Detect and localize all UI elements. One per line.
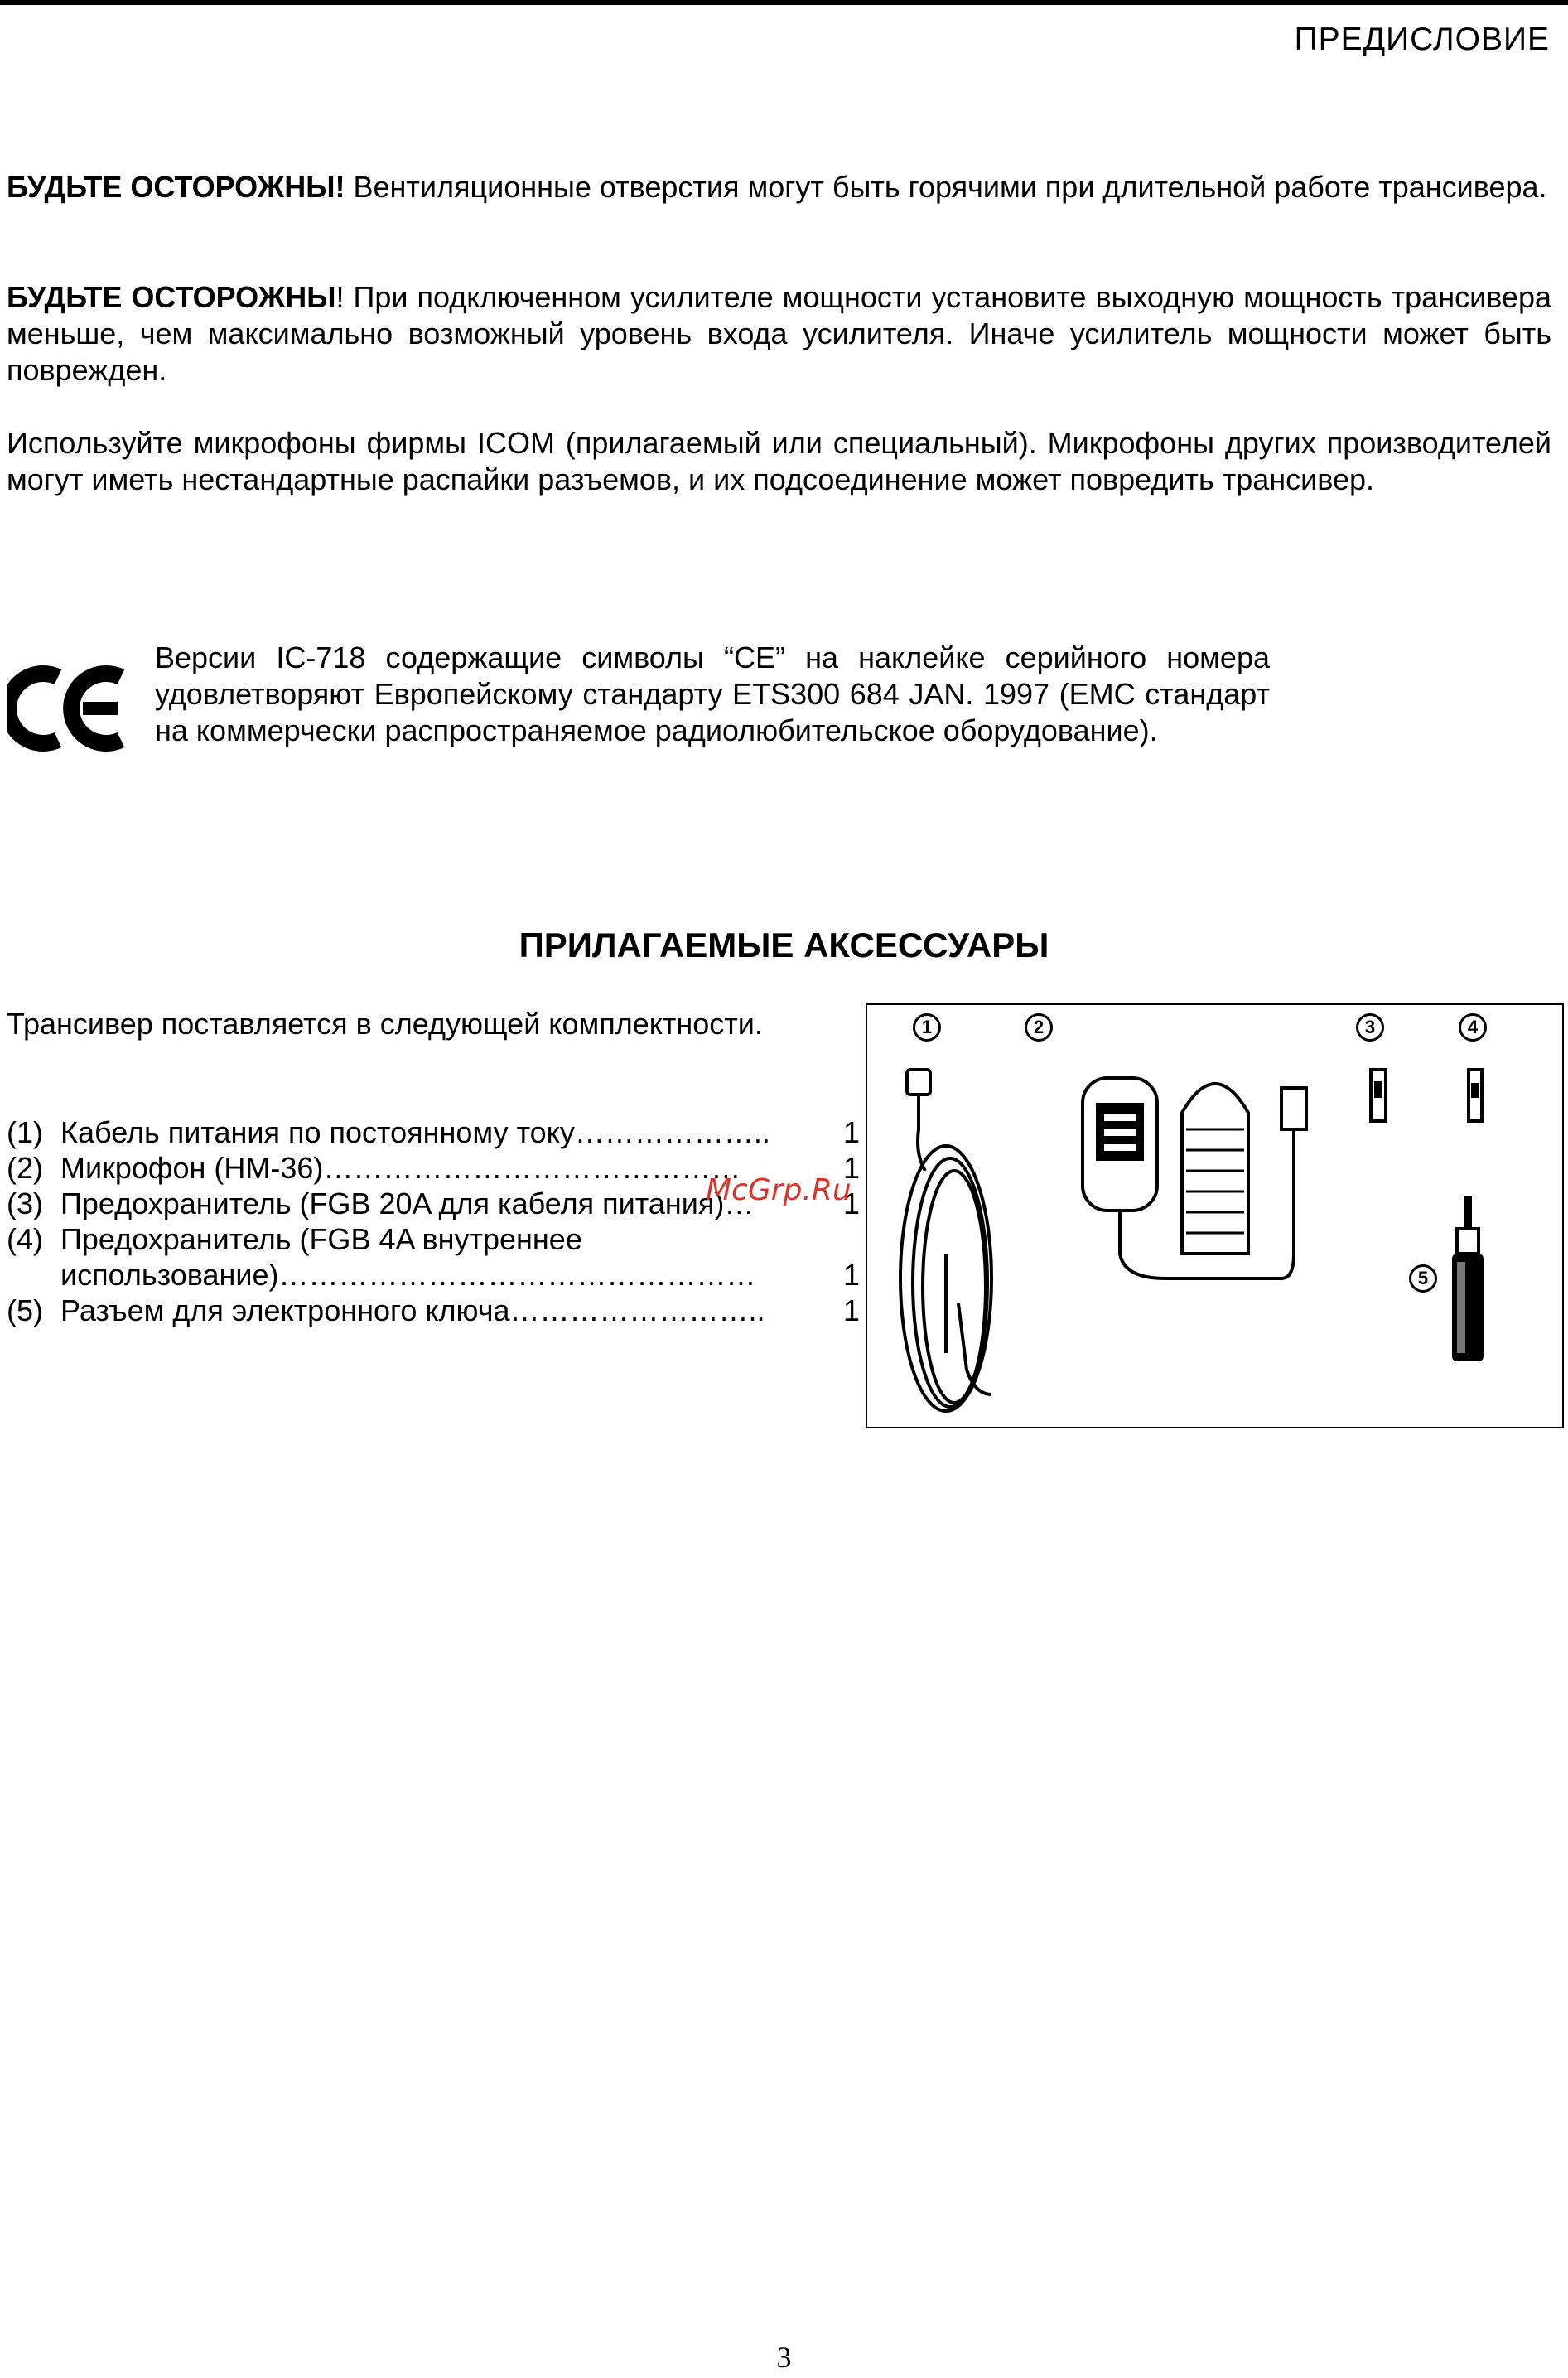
list-item [7,1221,860,1293]
item-number: (2) [7,1151,43,1185]
microphone-text: Используйте микрофоны фирмы ICOM (прилагаемый или специальный). Микрофоны других производителей могут иметь нестандартные распайки разъемов, и их подсоединение может повредить трансивер. [7,426,1551,496]
warning-emphasis: БУДЬТЕ ОСТОРОЖНЫ! [7,170,345,204]
figure-label-3: 3 [1356,1013,1384,1042]
warning-text: Вентиляционные отверстия могут быть горячими при длительной работе трансивера. [345,170,1547,204]
warning-paragraph-1 [7,169,1551,205]
item-text: Предохранитель (FGB 20A для кабеля питания)… [60,1187,755,1220]
figure-label-5: 5 [1409,1264,1437,1293]
figure-label-2: 2 [1025,1013,1053,1042]
section-title: ПРИЛАГАЕМЫЕ АКСЕССУАРЫ [519,926,1049,964]
accessories-list [7,1114,860,1328]
accessories-drawing [867,1005,1562,1427]
item-text: Разъем для электронного ключа…………………….. [60,1293,765,1327]
ce-mark-logo [7,665,131,752]
top-rule [0,0,1568,5]
item-quantity: 1 [842,1115,860,1149]
item-number: (1) [7,1115,43,1149]
key-plug-icon [1452,1196,1484,1361]
warning-paragraph-2 [7,279,1551,389]
figure-label-4: 4 [1459,1013,1487,1042]
accessories-illustration [866,1003,1564,1428]
power-cable-icon [900,1070,991,1411]
item-text: Микрофон (HM-36)…………………………………… [60,1151,741,1185]
list-item [7,1293,860,1328]
figure-label-1: 1 [913,1013,941,1042]
page-number: 3 [776,2341,792,2374]
list-item [7,1114,860,1150]
fuse-4a-icon [1469,1070,1482,1121]
warning-emphasis: БУДЬТЕ ОСТОРОЖНЫ [7,280,336,314]
item-number: (3) [7,1187,43,1220]
item-number: (5) [7,1293,43,1327]
accessories-intro: Трансивер поставляется в следующей комплектности. [7,1007,763,1041]
page-header: ПРЕДИСЛОВИЕ [1294,22,1550,57]
microphone-icon [1083,1078,1306,1278]
item-quantity: 1 [842,1258,860,1292]
item-quantity: 1 [842,1293,860,1327]
microphone-paragraph [7,425,1551,498]
item-quantity: 1 [842,1151,860,1185]
warning-text: ! При подключенном усилителе мощности установите выходную мощность трансивера меньше, чем максимально возможный уровень входа усилителя. Иначе усилитель мощности может быть поврежден. [7,280,1551,387]
item-quantity: 1 [842,1187,860,1220]
item-number: (4) [7,1222,43,1256]
item-text: Предохранитель (FGB 4A внутреннее использование)………………………………………… [60,1222,756,1292]
item-text: Кабель питания по постоянному току……………….. [60,1115,770,1149]
fuse-20a-icon [1371,1070,1386,1121]
ce-statement: Версии IC-718 содержащие символы “CE” на наклейке серийного номера удовлетворяют Европейскому стандарту ETS300 684 JAN. 1997 (EMC стандарт на коммерчески распространяемое радиолюбительское оборудование). [155,640,1270,747]
watermark: McGrp.Ru [706,1173,852,1207]
